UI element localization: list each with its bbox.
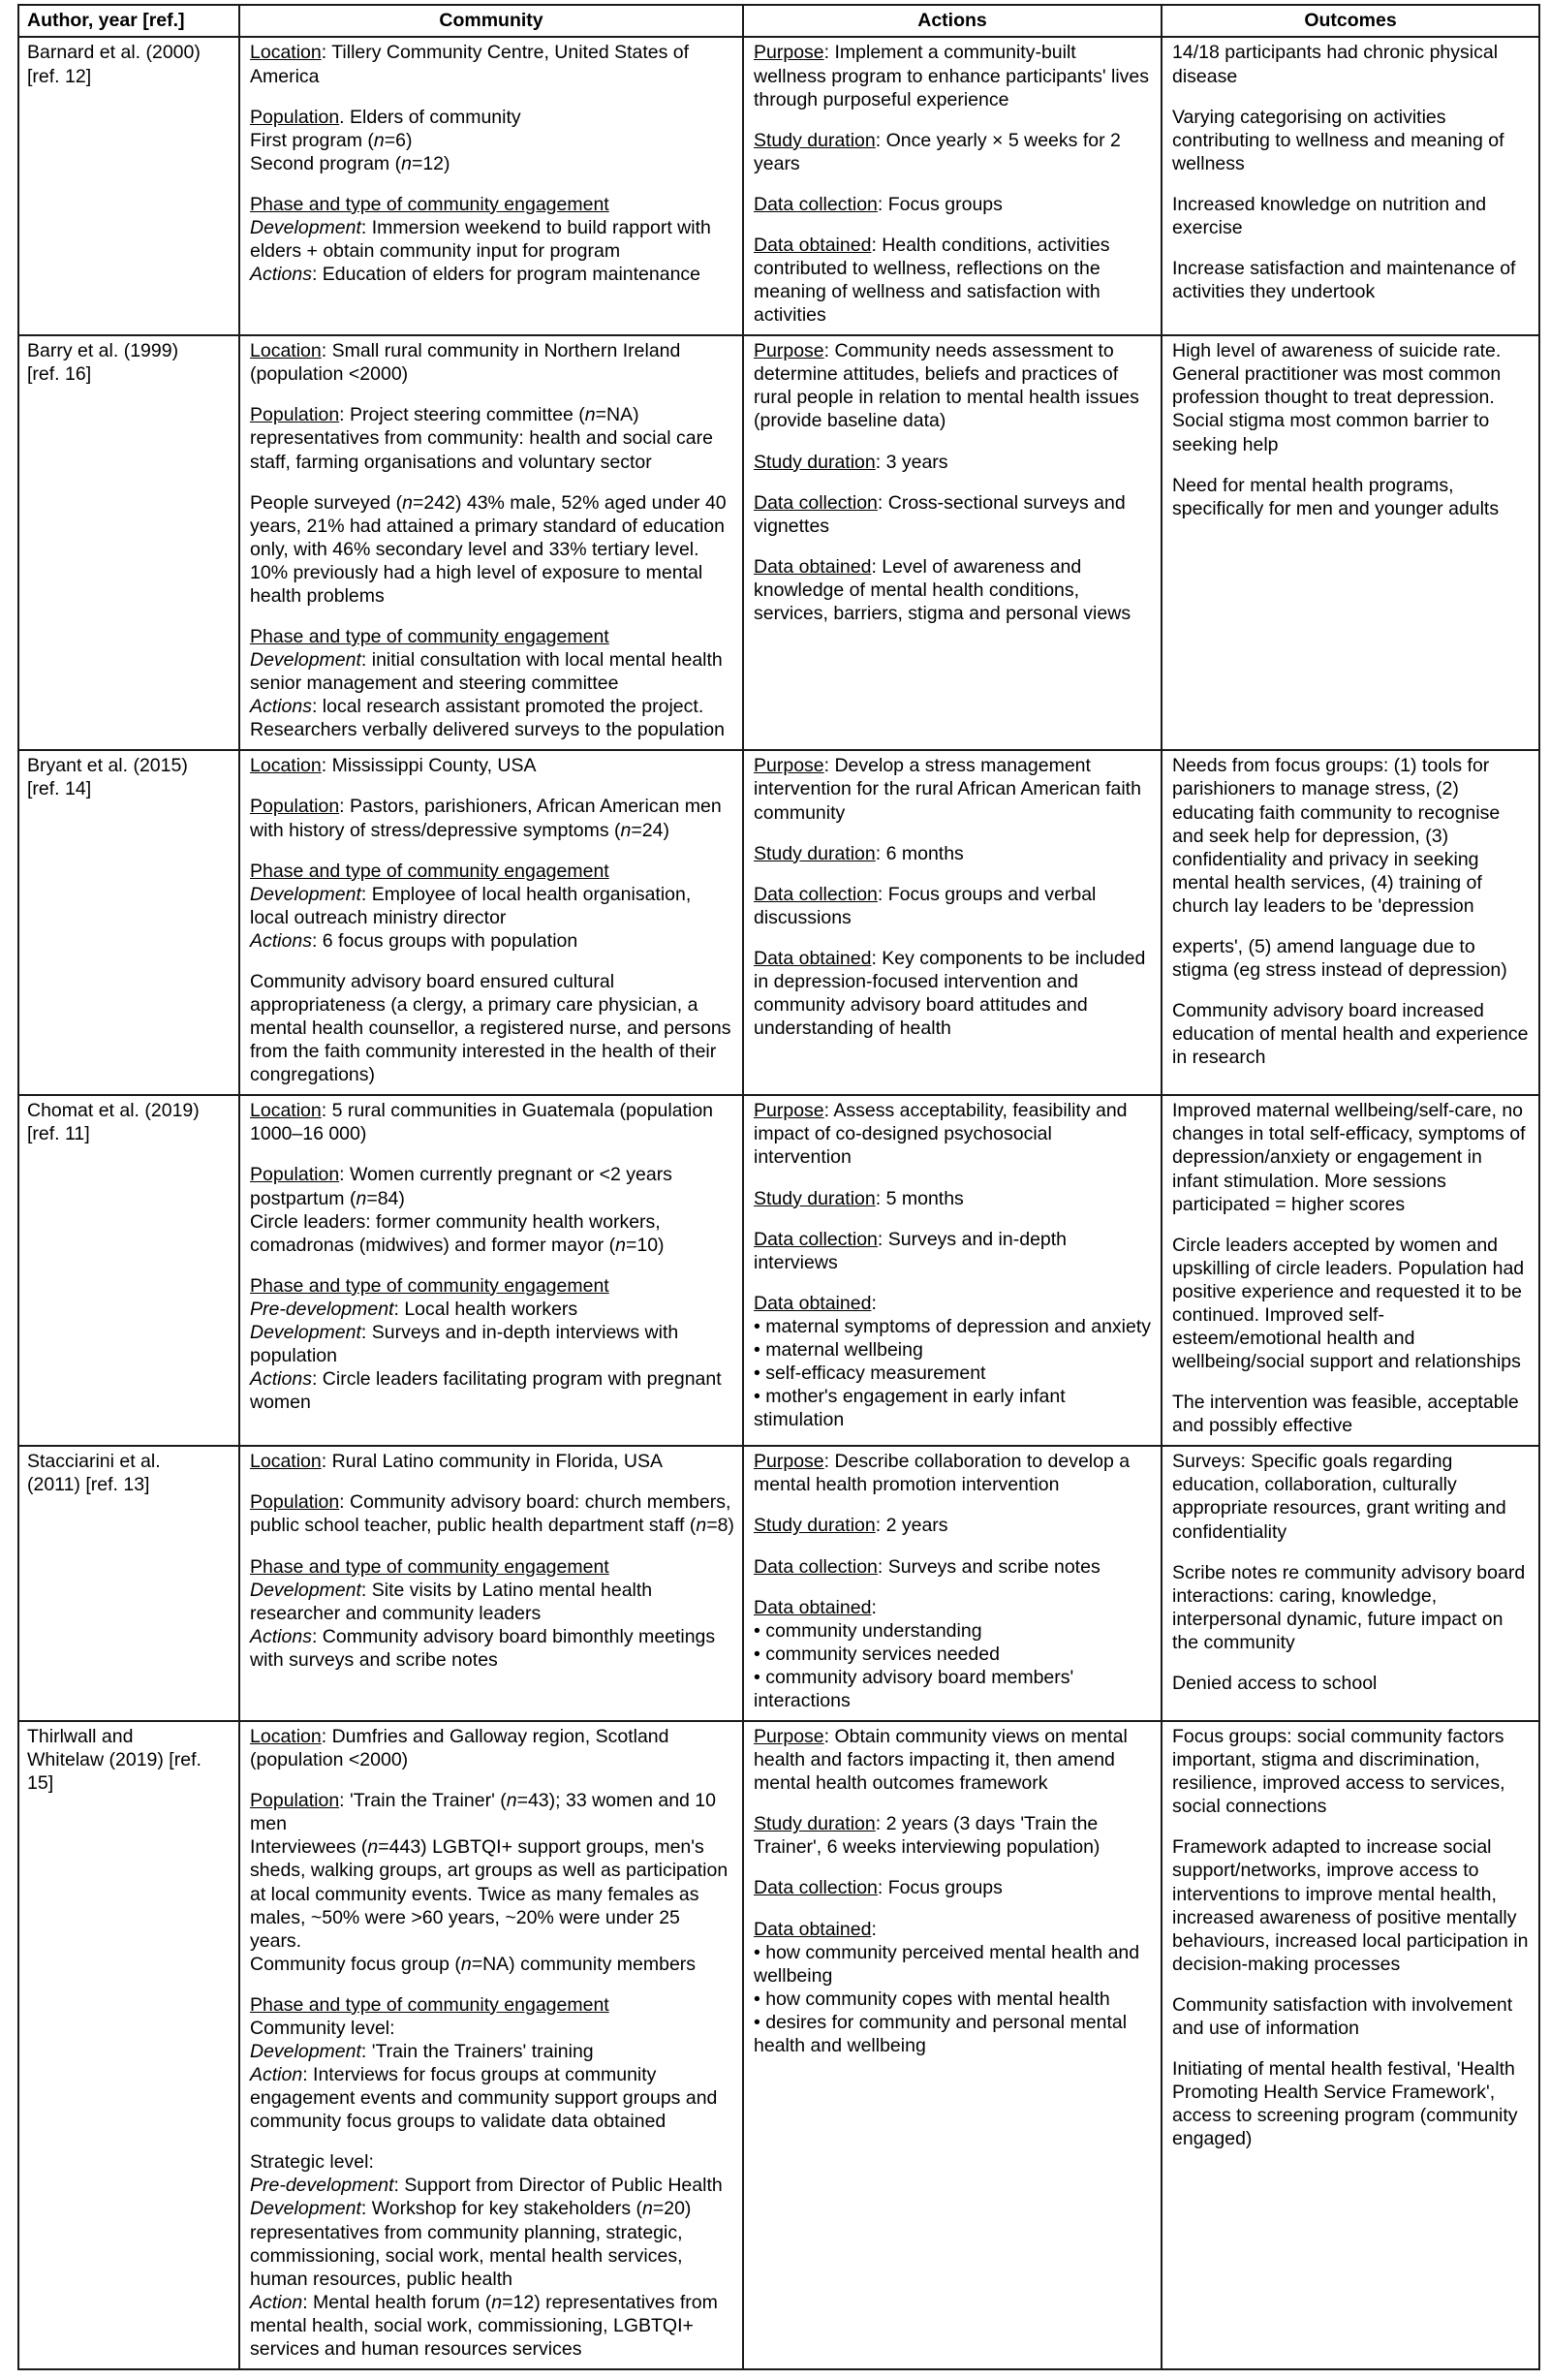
outcome-paragraph: Need for mental health programs, specifically for men and younger adults xyxy=(1172,474,1500,519)
duration-paragraph xyxy=(754,1514,1153,1537)
collection-text: : Surveys and in-depth interviews xyxy=(754,1228,1068,1273)
actions-text: : Circle leaders facilitating program with pregnant women xyxy=(250,1368,722,1414)
table-row xyxy=(18,37,1539,335)
community-cell xyxy=(239,750,743,1095)
purpose-paragraph xyxy=(754,1450,1153,1496)
population-paragraph xyxy=(250,106,734,175)
actions-text: : 6 focus groups with population xyxy=(311,929,578,952)
action-label: Action xyxy=(250,2064,303,2086)
actions-cell xyxy=(743,750,1162,1095)
phase-label: Phase and type of community engagement xyxy=(250,625,609,647)
duration-text: : 3 years xyxy=(875,451,948,473)
column-header-author: Author, year [ref.] xyxy=(18,5,239,37)
development-label: Development xyxy=(250,216,361,238)
column-header-outcomes: Outcomes xyxy=(1162,5,1539,37)
engagement-paragraph xyxy=(250,1993,734,2133)
actions-label: Actions xyxy=(250,1625,312,1647)
strategic-level-paragraph xyxy=(250,2150,734,2361)
table-row xyxy=(18,1446,1539,1721)
predevelopment-label: Pre-development xyxy=(250,1298,394,1320)
outcome-paragraph: Increase satisfaction and maintenance of activities they undertook xyxy=(1172,257,1516,303)
obtained-paragraph xyxy=(754,234,1153,327)
community-cell xyxy=(239,1095,743,1446)
community-cell xyxy=(239,1446,743,1721)
location-label: Location xyxy=(250,42,322,64)
purpose-text: : Community needs assessment to determine attitudes, beliefs and practices of rural people in relation to mental health issues (provide baseline data) xyxy=(754,340,1139,432)
collection-paragraph xyxy=(754,883,1153,929)
advisory-board-paragraph: Community advisory board ensured cultural appropriateness (a clergy, a primary care physician, a mental health counsellor, a registered nurse, and persons from the faith community interested in the health of their congregations) xyxy=(250,970,731,1086)
development-text: : Employee of local health organisation, local outreach ministry director xyxy=(250,883,692,928)
population-paragraph xyxy=(250,1789,734,1976)
author-ref: [ref. 16] xyxy=(27,363,92,386)
duration-label: Study duration xyxy=(754,129,876,151)
location-label: Location xyxy=(250,755,322,777)
outcome-paragraph: High level of awareness of suicide rate. General practitioner was most common profession thought to treat depression. Social stigma most common barrier to seeking help xyxy=(1172,340,1502,455)
population-paragraph xyxy=(250,1163,734,1256)
actions-label: Actions xyxy=(250,696,312,718)
collection-paragraph xyxy=(754,1555,1153,1579)
location-text: : Rural Latino community in Florida, USA xyxy=(321,1451,663,1473)
obtained-paragraph xyxy=(754,555,1153,625)
duration-text: : 2 years (3 days 'Train the Trainer', 6 weeks interviewing population) xyxy=(754,1813,1100,1859)
actions-label: Actions xyxy=(250,1368,312,1391)
population-label: Population xyxy=(250,1164,340,1186)
purpose-paragraph xyxy=(754,1725,1153,1795)
collection-label: Data collection xyxy=(754,491,878,514)
location-label: Location xyxy=(250,1451,322,1473)
duration-paragraph xyxy=(754,1187,1153,1210)
purpose-label: Purpose xyxy=(754,1726,824,1748)
obtained-bullet: • how community copes with mental health xyxy=(754,1988,1110,2010)
phase-label: Phase and type of community engagement xyxy=(250,860,609,882)
obtained-bullet: • desires for community and personal mental health and wellbeing xyxy=(754,2011,1128,2056)
column-header-actions: Actions xyxy=(743,5,1162,37)
obtained-bullet: • how community perceived mental health and wellbeing xyxy=(754,1941,1140,1987)
obtained-label: Data obtained xyxy=(754,555,872,578)
duration-paragraph xyxy=(754,1812,1153,1859)
actions-label: Actions xyxy=(250,929,312,952)
collection-text: : Surveys and scribe notes xyxy=(877,1555,1100,1578)
obtained-bullet: • maternal wellbeing xyxy=(754,1338,923,1361)
outcome-paragraph: Denied access to school xyxy=(1172,1672,1378,1694)
location-label: Location xyxy=(250,1100,322,1122)
obtained-label: Data obtained xyxy=(754,947,872,969)
population-text: : 'Train the Trainer' (n=43); 33 women and 10 men xyxy=(250,1790,716,1835)
predevelopment-text: : Support from Director of Public Health xyxy=(393,2175,723,2197)
author-cell xyxy=(18,37,239,335)
outcomes-cell xyxy=(1162,335,1539,750)
location-text: : Mississippi County, USA xyxy=(321,755,537,777)
collection-label: Data collection xyxy=(754,193,878,215)
actions-cell xyxy=(743,1446,1162,1721)
purpose-paragraph xyxy=(754,1099,1153,1169)
header-row xyxy=(18,5,1539,37)
location-paragraph xyxy=(250,1099,734,1145)
population-label: Population xyxy=(250,1491,340,1514)
population-text: : Community advisory board: church members, public school teacher, public health department staff (n=8) xyxy=(250,1491,734,1537)
population-extra-1: Interviewees (n=443) LGBTQI+ support groups, men's sheds, walking groups, art groups as well as participation at local community events. Twice as many females as males, ~50% were >60 years, ~20% were under 25 years. xyxy=(250,1836,728,1952)
duration-text: : 5 months xyxy=(875,1187,964,1209)
community-cell xyxy=(239,1721,743,2369)
population-extra-2: Second program (n=12) xyxy=(250,152,450,174)
author-cell xyxy=(18,1095,239,1446)
studies-review-table xyxy=(17,4,1540,2370)
predevelopment-text: : Local health workers xyxy=(393,1298,578,1320)
community-level-label: Community level: xyxy=(250,2017,395,2039)
purpose-label: Purpose xyxy=(754,755,824,777)
collection-paragraph xyxy=(754,1228,1153,1274)
outcome-paragraph: 14/18 participants had chronic physical disease xyxy=(1172,42,1499,87)
development-label: Development xyxy=(250,883,361,905)
obtained-bullet: • maternal symptoms of depression and anxiety xyxy=(754,1315,1152,1337)
table-header xyxy=(18,5,1539,37)
author-cell xyxy=(18,750,239,1095)
engagement-paragraph xyxy=(250,193,734,286)
duration-label: Study duration xyxy=(754,842,876,864)
outcome-paragraph: Improved maternal wellbeing/self-care, no changes in total self-efficacy, symptoms of depression/anxiety or engagement in infant stimulation. More sessions participated = higher scores xyxy=(1172,1100,1526,1215)
obtained-paragraph xyxy=(754,1292,1153,1431)
author-name: Thirlwall and xyxy=(27,1726,134,1748)
purpose-paragraph xyxy=(754,339,1153,432)
purpose-label: Purpose xyxy=(754,42,824,64)
action-label-2: Action xyxy=(250,2291,303,2313)
engagement-paragraph xyxy=(250,860,734,953)
obtained-text: : Health conditions, activities contributed to wellness, reflections on the meaning of wellness and satisfaction with activities xyxy=(754,234,1110,327)
actions-label: Actions xyxy=(250,264,312,286)
population-text: : Project steering committee (n=NA) representatives from community: health and social care staff, farming organisations and voluntary sector xyxy=(250,404,713,473)
obtained-paragraph xyxy=(754,1918,1153,2057)
population-label: Population xyxy=(250,404,340,426)
collection-text: : Focus groups xyxy=(877,193,1003,215)
outcome-paragraph: Circle leaders accepted by women and upskilling of circle leaders. Population had positive experience and requested it to be continued. Improved self-esteem/emotional health and wellbeing/social support and relationships xyxy=(1172,1234,1525,1373)
location-paragraph xyxy=(250,339,734,386)
duration-paragraph xyxy=(754,842,1153,865)
action-text-2: : Mental health forum (n=12) representatives from mental health, social work, commissioning, LGBTQI+ services and human resources services xyxy=(250,2291,718,2360)
outcomes-cell xyxy=(1162,1721,1539,2369)
outcomes-cell xyxy=(1162,1446,1539,1721)
engagement-paragraph xyxy=(250,625,734,741)
development-label: Development xyxy=(250,649,361,672)
outcomes-cell xyxy=(1162,37,1539,335)
duration-label: Study duration xyxy=(754,1187,876,1209)
obtained-label: Data obtained xyxy=(754,1596,872,1618)
table-body xyxy=(18,37,1539,2369)
outcome-paragraph: Varying categorising on activities contributing to wellness and meaning of wellness xyxy=(1172,106,1504,174)
community-cell xyxy=(239,37,743,335)
development-text: : Immersion weekend to build rapport with elders + obtain community input for program xyxy=(250,216,711,262)
development-label: Development xyxy=(250,1321,361,1343)
author-name: Stacciarini et al. xyxy=(27,1451,161,1473)
outcome-paragraph: Surveys: Specific goals regarding education, collaboration, culturally appropriate resources, grant writing and confidentiality xyxy=(1172,1451,1506,1543)
purpose-text: : Develop a stress management intervention for the rural African American faith community xyxy=(754,755,1141,824)
community-cell xyxy=(239,335,743,750)
development-label-2: Development xyxy=(250,2198,361,2220)
development-text-2: : Workshop for key stakeholders (n=20) representatives from community planning, strategic, commissioning, social work, mental health services, human resources, public health xyxy=(250,2198,692,2290)
population-label: Population xyxy=(250,796,340,818)
actions-cell xyxy=(743,37,1162,335)
author-ref: [ref. 14] xyxy=(27,778,92,800)
engagement-paragraph xyxy=(250,1555,734,1672)
author-name: Chomat et al. (2019) xyxy=(27,1100,200,1122)
author-cell xyxy=(18,335,239,750)
population-extra-2: Community focus group (n=NA) community members xyxy=(250,1953,697,1975)
collection-label: Data collection xyxy=(754,1228,878,1250)
outcome-paragraph: Scribe notes re community advisory board interactions: caring, knowledge, interpersonal dynamic, future impact on the community xyxy=(1172,1561,1526,1653)
purpose-label: Purpose xyxy=(754,1451,824,1473)
obtained-bullet: • mother's engagement in early infant stimulation xyxy=(754,1386,1066,1431)
duration-paragraph xyxy=(754,451,1153,474)
actions-cell xyxy=(743,1095,1162,1446)
outcomes-cell xyxy=(1162,1095,1539,1446)
collection-label: Data collection xyxy=(754,1877,878,1899)
obtained-paragraph xyxy=(754,947,1153,1040)
outcome-paragraph: experts', (5) amend language due to stigma (eg stress instead of depression) xyxy=(1172,935,1507,981)
actions-cell xyxy=(743,1721,1162,2369)
purpose-text: : Obtain community views on mental health and factors impacting it, then amend mental health outcomes framework xyxy=(754,1726,1128,1795)
actions-text: : Education of elders for program maintenance xyxy=(311,264,701,286)
duration-text: : Once yearly × 5 weeks for 2 years xyxy=(754,129,1121,174)
engagement-paragraph xyxy=(250,1274,734,1414)
purpose-label: Purpose xyxy=(754,340,824,362)
obtained-label: Data obtained xyxy=(754,1292,872,1314)
collection-label: Data collection xyxy=(754,1555,878,1578)
population-label: Population xyxy=(250,106,340,128)
outcome-paragraph: Focus groups: social community factors important, stigma and discrimination, resilience, improved access to services, social connections xyxy=(1172,1726,1505,1818)
author-ref: Whitelaw (2019) [ref. 15] xyxy=(27,1749,202,1795)
population-extra-1: First program (n=6) xyxy=(250,129,413,151)
collection-paragraph xyxy=(754,491,1153,538)
purpose-paragraph xyxy=(754,41,1153,110)
collection-paragraph xyxy=(754,193,1153,216)
purpose-text: : Describe collaboration to develop a mental health promotion intervention xyxy=(754,1451,1131,1496)
obtained-text: : xyxy=(871,1596,877,1618)
location-text: : Dumfries and Galloway region, Scotland (population <2000) xyxy=(250,1726,669,1771)
development-label: Development xyxy=(250,1579,361,1601)
surveyed-paragraph: People surveyed (n=242) 43% male, 52% aged under 40 years, 21% had attained a primary standard of education only, with 46% secondary level and 33% tertiary level. 10% previously had a high level of exposure to mental health problems xyxy=(250,491,727,607)
development-text: : Site visits by Latino mental health researcher and community leaders xyxy=(250,1579,653,1624)
location-paragraph xyxy=(250,754,734,777)
table-row xyxy=(18,1095,1539,1446)
duration-label: Study duration xyxy=(754,451,876,473)
purpose-label: Purpose xyxy=(754,1100,824,1122)
population-extra-1: Circle leaders: former community health workers, comadronas (midwives) and former mayor (n=10) xyxy=(250,1210,665,1256)
obtained-text: : Level of awareness and knowledge of mental health conditions, services, barriers, stigma and personal views xyxy=(754,555,1132,624)
purpose-paragraph xyxy=(754,754,1153,824)
outcome-paragraph: The intervention was feasible, acceptable and possibly effective xyxy=(1172,1392,1519,1437)
author-ref: (2011) [ref. 13] xyxy=(27,1474,150,1496)
outcome-paragraph: Community satisfaction with involvement and use of information xyxy=(1172,1993,1513,2039)
author-name: Bryant et al. (2015) xyxy=(27,755,188,777)
location-text: : Tillery Community Centre, United States of America xyxy=(250,42,690,87)
actions-text: : local research assistant promoted the project. Researchers verbally delivered surveys to the population xyxy=(250,696,725,741)
author-cell xyxy=(18,1721,239,2369)
development-text: : Surveys and in-depth interviews with population xyxy=(250,1321,679,1367)
development-label: Development xyxy=(250,2040,361,2062)
population-text: . Elders of community xyxy=(339,106,521,128)
phase-label: Phase and type of community engagement xyxy=(250,1993,609,2016)
obtained-bullet: • self-efficacy measurement xyxy=(754,1362,986,1385)
population-label: Population xyxy=(250,1790,340,1812)
outcomes-cell xyxy=(1162,750,1539,1095)
outcome-paragraph: Community advisory board increased education of mental health and experience in research xyxy=(1172,1000,1529,1069)
location-text: : 5 rural communities in Guatemala (population 1000–16 000) xyxy=(250,1100,714,1145)
obtained-bullet: • community understanding xyxy=(754,1619,982,1642)
outcome-paragraph: Framework adapted to increase social support/networks, improve access to interventions to improve mental health, increased awareness of positive mentally behaviours, increased local participation in decision-making processes xyxy=(1172,1836,1529,1975)
population-text: : Pastors, parishioners, African American men with history of stress/depressive symptoms (n=24) xyxy=(250,796,722,841)
obtained-text: : xyxy=(871,1918,877,1940)
author-ref: [ref. 11] xyxy=(27,1123,90,1145)
action-text: : Interviews for focus groups at community engagement events and community support groups and community focus groups to validate data obtained xyxy=(250,2064,718,2133)
outcome-paragraph: Needs from focus groups: (1) tools for parishioners to manage stress, (2) educating faith community to recognise and seek help for depression, (3) confidentiality and privacy in seeking mental health services, (4) training of church lay leaders to be 'depression xyxy=(1172,755,1501,917)
duration-text: : 6 months xyxy=(875,842,964,864)
location-label: Location xyxy=(250,340,322,362)
phase-label: Phase and type of community engagement xyxy=(250,1274,609,1297)
author-name: Barnard et al. (2000) xyxy=(27,42,201,64)
development-text: : initial consultation with local mental health senior management and steering committee xyxy=(250,649,723,695)
table-row xyxy=(18,1721,1539,2369)
strategic-level-label: Strategic level: xyxy=(250,2151,374,2174)
actions-text: : Community advisory board bimonthly meetings with surveys and scribe notes xyxy=(250,1625,716,1671)
predevelopment-label: Pre-development xyxy=(250,2175,394,2197)
author-cell xyxy=(18,1446,239,1721)
actions-cell xyxy=(743,335,1162,750)
collection-text: : Cross-sectional surveys and vignettes xyxy=(754,491,1126,537)
duration-paragraph xyxy=(754,129,1153,175)
purpose-text: : Implement a community-built wellness program to enhance participants' lives through purposeful experience xyxy=(754,42,1150,110)
population-paragraph xyxy=(250,403,734,473)
author-ref: [ref. 12] xyxy=(27,65,92,87)
location-label: Location xyxy=(250,1726,322,1748)
obtained-label: Data obtained xyxy=(754,1918,872,1940)
outcome-paragraph: Initiating of mental health festival, 'Health Promoting Health Service Framework', access to screening program (community engaged) xyxy=(1172,2057,1518,2150)
collection-label: Data collection xyxy=(754,883,878,905)
collection-text: : Focus groups and verbal discussions xyxy=(754,883,1097,928)
population-text: : Women currently pregnant or <2 years postpartum (n=84) xyxy=(250,1164,672,1209)
author-name: Barry et al. (1999) xyxy=(27,340,179,362)
location-paragraph xyxy=(250,1450,734,1473)
phase-label: Phase and type of community engagement xyxy=(250,193,609,215)
development-text: : 'Train the Trainers' training xyxy=(360,2040,594,2062)
column-header-community: Community xyxy=(239,5,743,37)
obtained-text: : Key components to be included in depression-focused intervention and community advisory board attitudes and understanding of health xyxy=(754,947,1146,1040)
obtained-bullet: • community advisory board members' interactions xyxy=(754,1666,1074,1711)
collection-text: : Focus groups xyxy=(877,1877,1003,1899)
collection-paragraph xyxy=(754,1876,1153,1899)
duration-text: : 2 years xyxy=(875,1515,948,1537)
table-row xyxy=(18,750,1539,1095)
phase-label: Phase and type of community engagement xyxy=(250,1555,609,1578)
population-paragraph xyxy=(250,1490,734,1537)
outcome-paragraph: Increased knowledge on nutrition and exercise xyxy=(1172,193,1487,238)
location-paragraph xyxy=(250,41,734,87)
location-text: : Small rural community in Northern Ireland (population <2000) xyxy=(250,340,681,386)
duration-label: Study duration xyxy=(754,1515,876,1537)
obtained-text: : xyxy=(871,1292,877,1314)
purpose-text: : Assess acceptability, feasibility and impact of co-designed psychosocial intervention xyxy=(754,1100,1128,1169)
obtained-bullet: • community services needed xyxy=(754,1643,1000,1665)
population-paragraph xyxy=(250,795,734,841)
duration-label: Study duration xyxy=(754,1813,876,1835)
location-paragraph xyxy=(250,1725,734,1771)
obtained-paragraph xyxy=(754,1596,1153,1712)
obtained-label: Data obtained xyxy=(754,234,872,256)
table-row xyxy=(18,335,1539,750)
